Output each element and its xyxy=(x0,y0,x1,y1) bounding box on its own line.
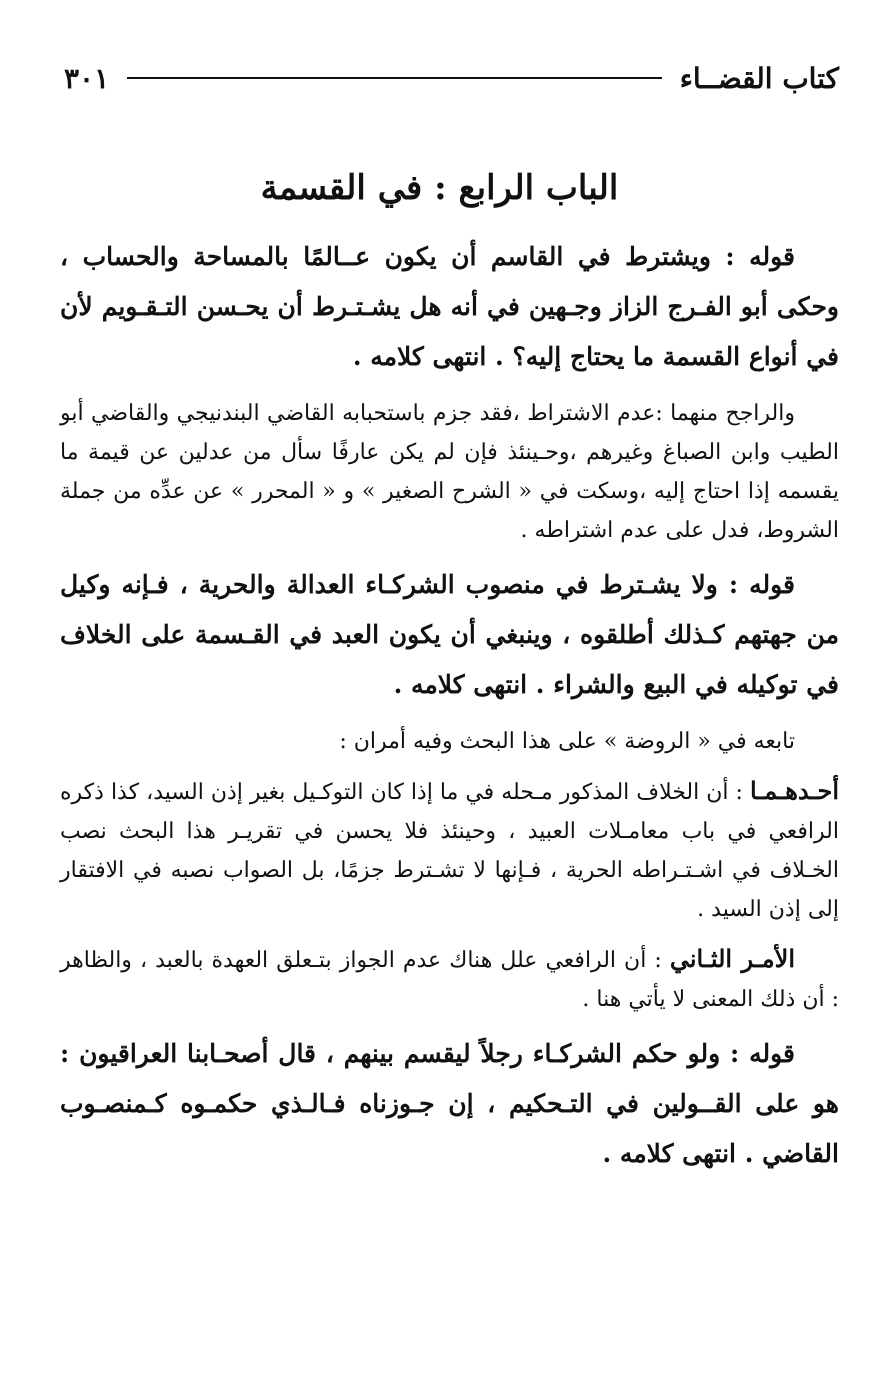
quoted-statement-1: قوله : ويشترط في القاسم أن يكون عــالمًا بالمساحة والحساب ، وحكى أبو الفـرج الزاز وجـهين في أنه هل يشـتـرط أن يحـسن التـقـويم لأن في أنواع القسمة ما يحتاج إليه؟ . انتهى كلامه . xyxy=(60,242,839,371)
first-point-text: : أن الخلاف المذكور مـحله في ما إذا كان التوكـيل بغير إذن السيد، كذا ذكره الرافعي في باب معامـلات العبيد ، وحينئذ فلا يحسن في تقريـر هذا البحث نصب الخـلاف في اشـتـراطه الحرية ، فـإنها لا تشـترط جزمًا، بل الصواب نصبه في الافتقار إلى إذن السيد . xyxy=(60,780,839,922)
quoted-statement-3: قوله : ولو حكم الشركـاء رجلاً ليقسم بينهم ، قال أصحـابنا العراقيون : هو على القــولين في التـحكيم ، إن جـوزناه فـالـذي حكمـوه كـمنصـوب القاضي . انتهى كلامه . xyxy=(60,1039,839,1168)
quoted-statement-2: قوله : ولا يشـترط في منصوب الشركـاء العدالة والحرية ، فـإنه وكيل من جهتهم كـذلك أطلقوه ، وينبغي أن يكون العبد في القـسمة على الخلاف في توكيله في البيع والشراء . انتهى كلامه . xyxy=(60,570,839,699)
chapter-title: الباب الرابع : في القسمة xyxy=(260,168,619,208)
second-point-text: : أن الرافعي علل هناك عدم الجواز بتـعلق العهدة بالعبد ، والظاهر : أن ذلك المعنى لا يأتي هنا . xyxy=(60,948,839,1012)
page-number: ٣٠١ xyxy=(64,61,110,95)
second-point xyxy=(60,939,839,1019)
running-header xyxy=(64,58,839,98)
first-point xyxy=(60,771,839,929)
second-point-heading: الأمـر الثـاني xyxy=(669,944,795,973)
commentary-1: والراجح منهما :عدم الاشتراط ،فقد جزم باستحبابه القاضي البندنيجي والقاضي أبو الطيب وابن الصباغ وغيرهم ،وحـينئذ فإن لم يكن عارفًا سأل من عدلين عن قيمة ما يقسمه إذا احتاج إليه ،وسكت في « الشرح الصغير » و « المحرر » عن عدِّه من جملة الشروط، فدل على عدم اشتراطه . xyxy=(60,401,839,543)
first-point-heading: أحـدهـمـا xyxy=(749,776,839,805)
body-text xyxy=(60,232,839,1191)
header-rule xyxy=(127,77,662,79)
running-title: كتاب القضــاء xyxy=(679,61,839,95)
commentary-2: تابعه في « الروضة » على هذا البحث وفيه أمران : xyxy=(339,729,795,754)
